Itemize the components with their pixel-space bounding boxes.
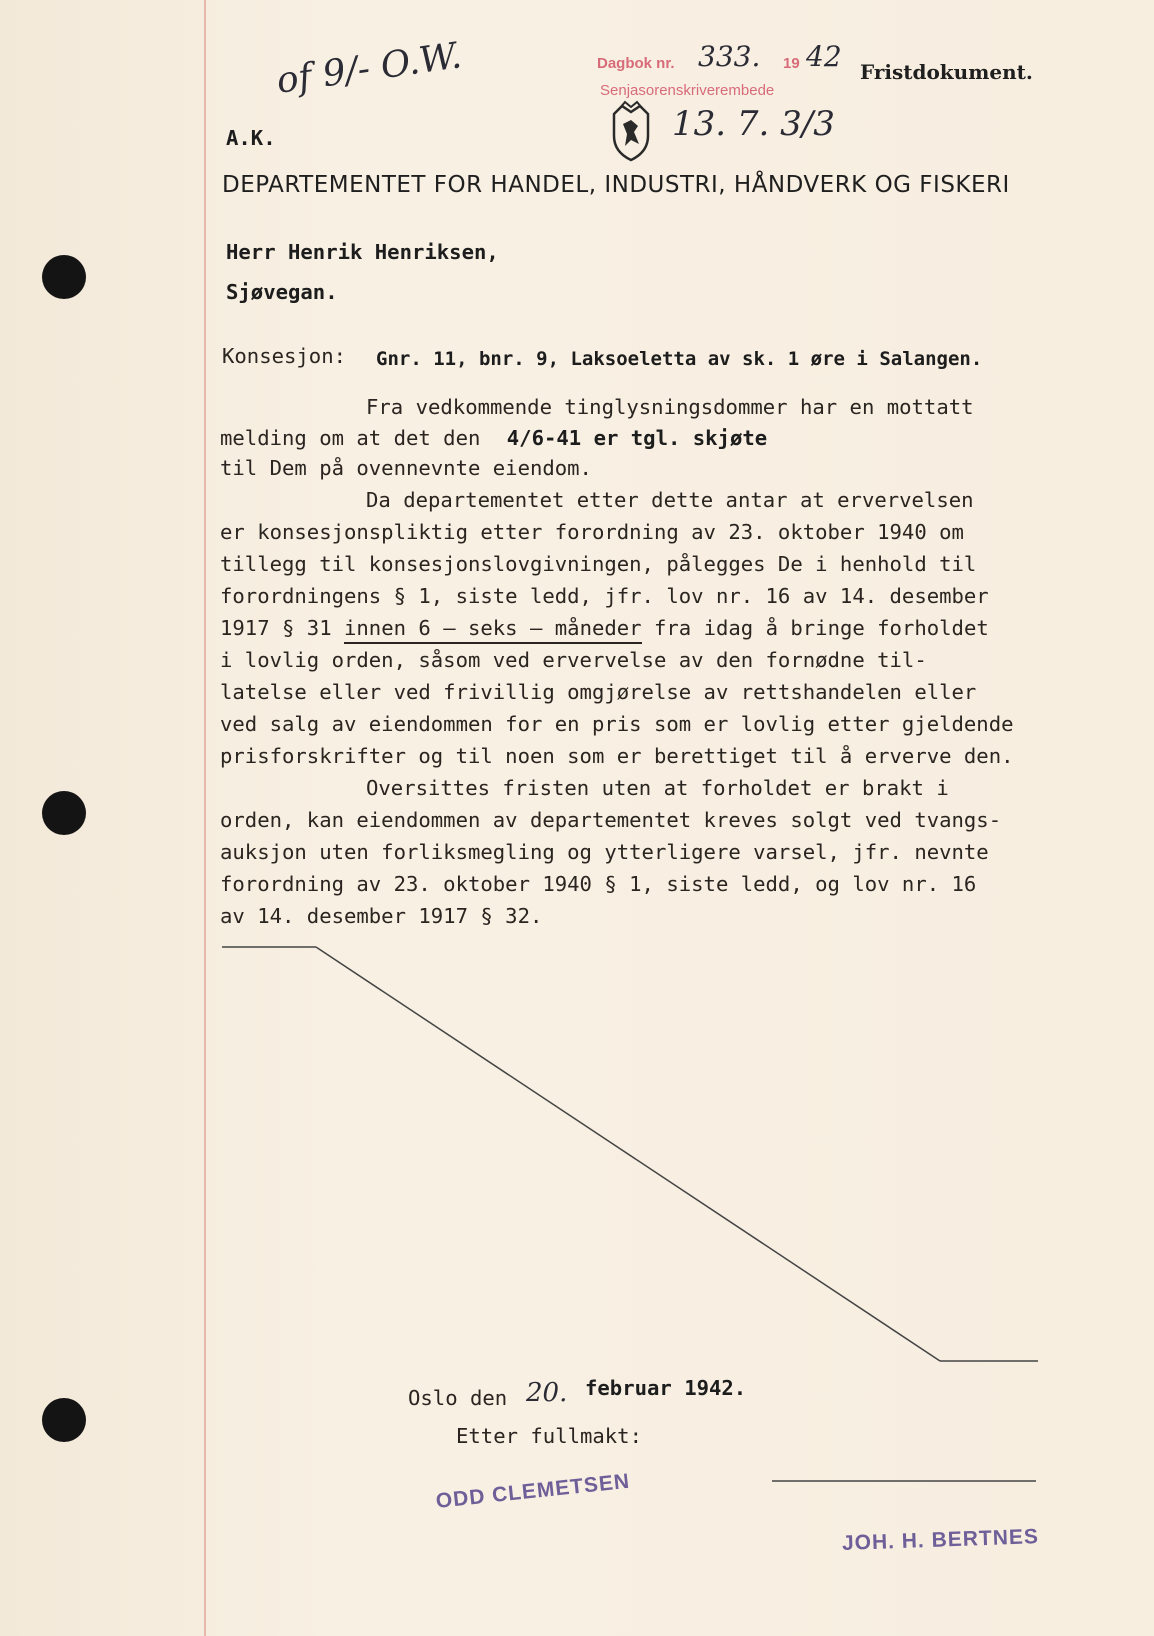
body-text: 1917 § 31 bbox=[220, 616, 332, 640]
initials: A.K. bbox=[226, 126, 276, 150]
body-line: orden, kan eiendommen av departementet kreves solgt ved tvangs- bbox=[220, 808, 1002, 832]
recipient-place: Sjøvegan. bbox=[226, 280, 338, 304]
body-line: Oversittes fristen uten at forholdet er brakt i bbox=[366, 776, 949, 800]
body-line: Da departementet etter dette antar at ervervelsen bbox=[366, 488, 974, 512]
document-type: Fristdokument. bbox=[860, 60, 1033, 84]
dagbok-label: Dagbok nr. bbox=[597, 55, 675, 72]
signature-stamp-right: JOH. H. BERTNES bbox=[841, 1525, 1040, 1555]
deadline-underlined: innen 6 – seks – måneder bbox=[344, 616, 642, 644]
handwritten-date: 13. 7. 3/3 bbox=[672, 104, 835, 144]
dagbok-year-prefix: 19 bbox=[783, 55, 800, 72]
body-line: auksjon uten forliksmegling og ytterligere varsel, jfr. nevnte bbox=[220, 840, 989, 864]
body-text: melding om at det den bbox=[220, 426, 481, 450]
body-line: Fra vedkommende tinglysningsdommer har en mottatt bbox=[366, 395, 974, 419]
office-stamp: Senjasorenskriverembede bbox=[600, 82, 775, 99]
handwritten-note: of 9/- O.W. bbox=[274, 35, 465, 102]
subject-text: Gnr. 11, bnr. 9, Laksoeletta av sk. 1 øre i Salangen. bbox=[376, 348, 983, 370]
signature-stamp-left: ODD CLEMETSEN bbox=[434, 1469, 632, 1513]
body-line: ved salg av eiendommen for en pris som er lovlig etter gjeldende bbox=[220, 712, 1014, 736]
body-line: prisforskrifter og til noen som er berettiget til å erverve den. bbox=[220, 744, 1014, 768]
body-line: av 14. desember 1917 § 32. bbox=[220, 904, 543, 928]
closing-day: 20. bbox=[526, 1378, 568, 1408]
registration-date: 4/6-41 er tgl. skjøte bbox=[506, 426, 768, 450]
body-text: fra idag å bringe forholdet bbox=[653, 616, 989, 640]
closing-authority: Etter fullmakt: bbox=[456, 1424, 642, 1448]
body-line: tillegg til konsesjonslovgivningen, pålegges De i henhold til bbox=[220, 552, 977, 576]
body-line: til Dem på ovennevnte eiendom. bbox=[220, 456, 592, 480]
closing-place: Oslo den bbox=[408, 1386, 508, 1410]
body-line: er konsesjonspliktig etter forordning av 23. oktober 1940 om bbox=[220, 520, 964, 544]
body-line: forordning av 23. oktober 1940 § 1, siste ledd, og lov nr. 16 bbox=[220, 872, 977, 896]
department-heading: DEPARTEMENTET FOR HANDEL, INDUSTRI, HÅNDVERK OG FISKERI bbox=[222, 172, 1010, 198]
closing-date: februar 1942. bbox=[585, 1376, 747, 1400]
subject-label: Konsesjon: bbox=[222, 344, 346, 368]
body-line: latelse eller ved frivillig omgjørelse av rettshandelen eller bbox=[220, 680, 977, 704]
recipient-name: Herr Henrik Henriksen, bbox=[226, 240, 499, 264]
body-line: i lovlig orden, såsom ved ervervelse av den fornødne til- bbox=[220, 648, 927, 672]
dagbok-year: 42 bbox=[806, 40, 842, 73]
dagbok-number: 333. bbox=[698, 40, 761, 73]
body-line: forordningens § 1, siste ledd, jfr. lov nr. 16 av 14. desember bbox=[220, 584, 989, 608]
